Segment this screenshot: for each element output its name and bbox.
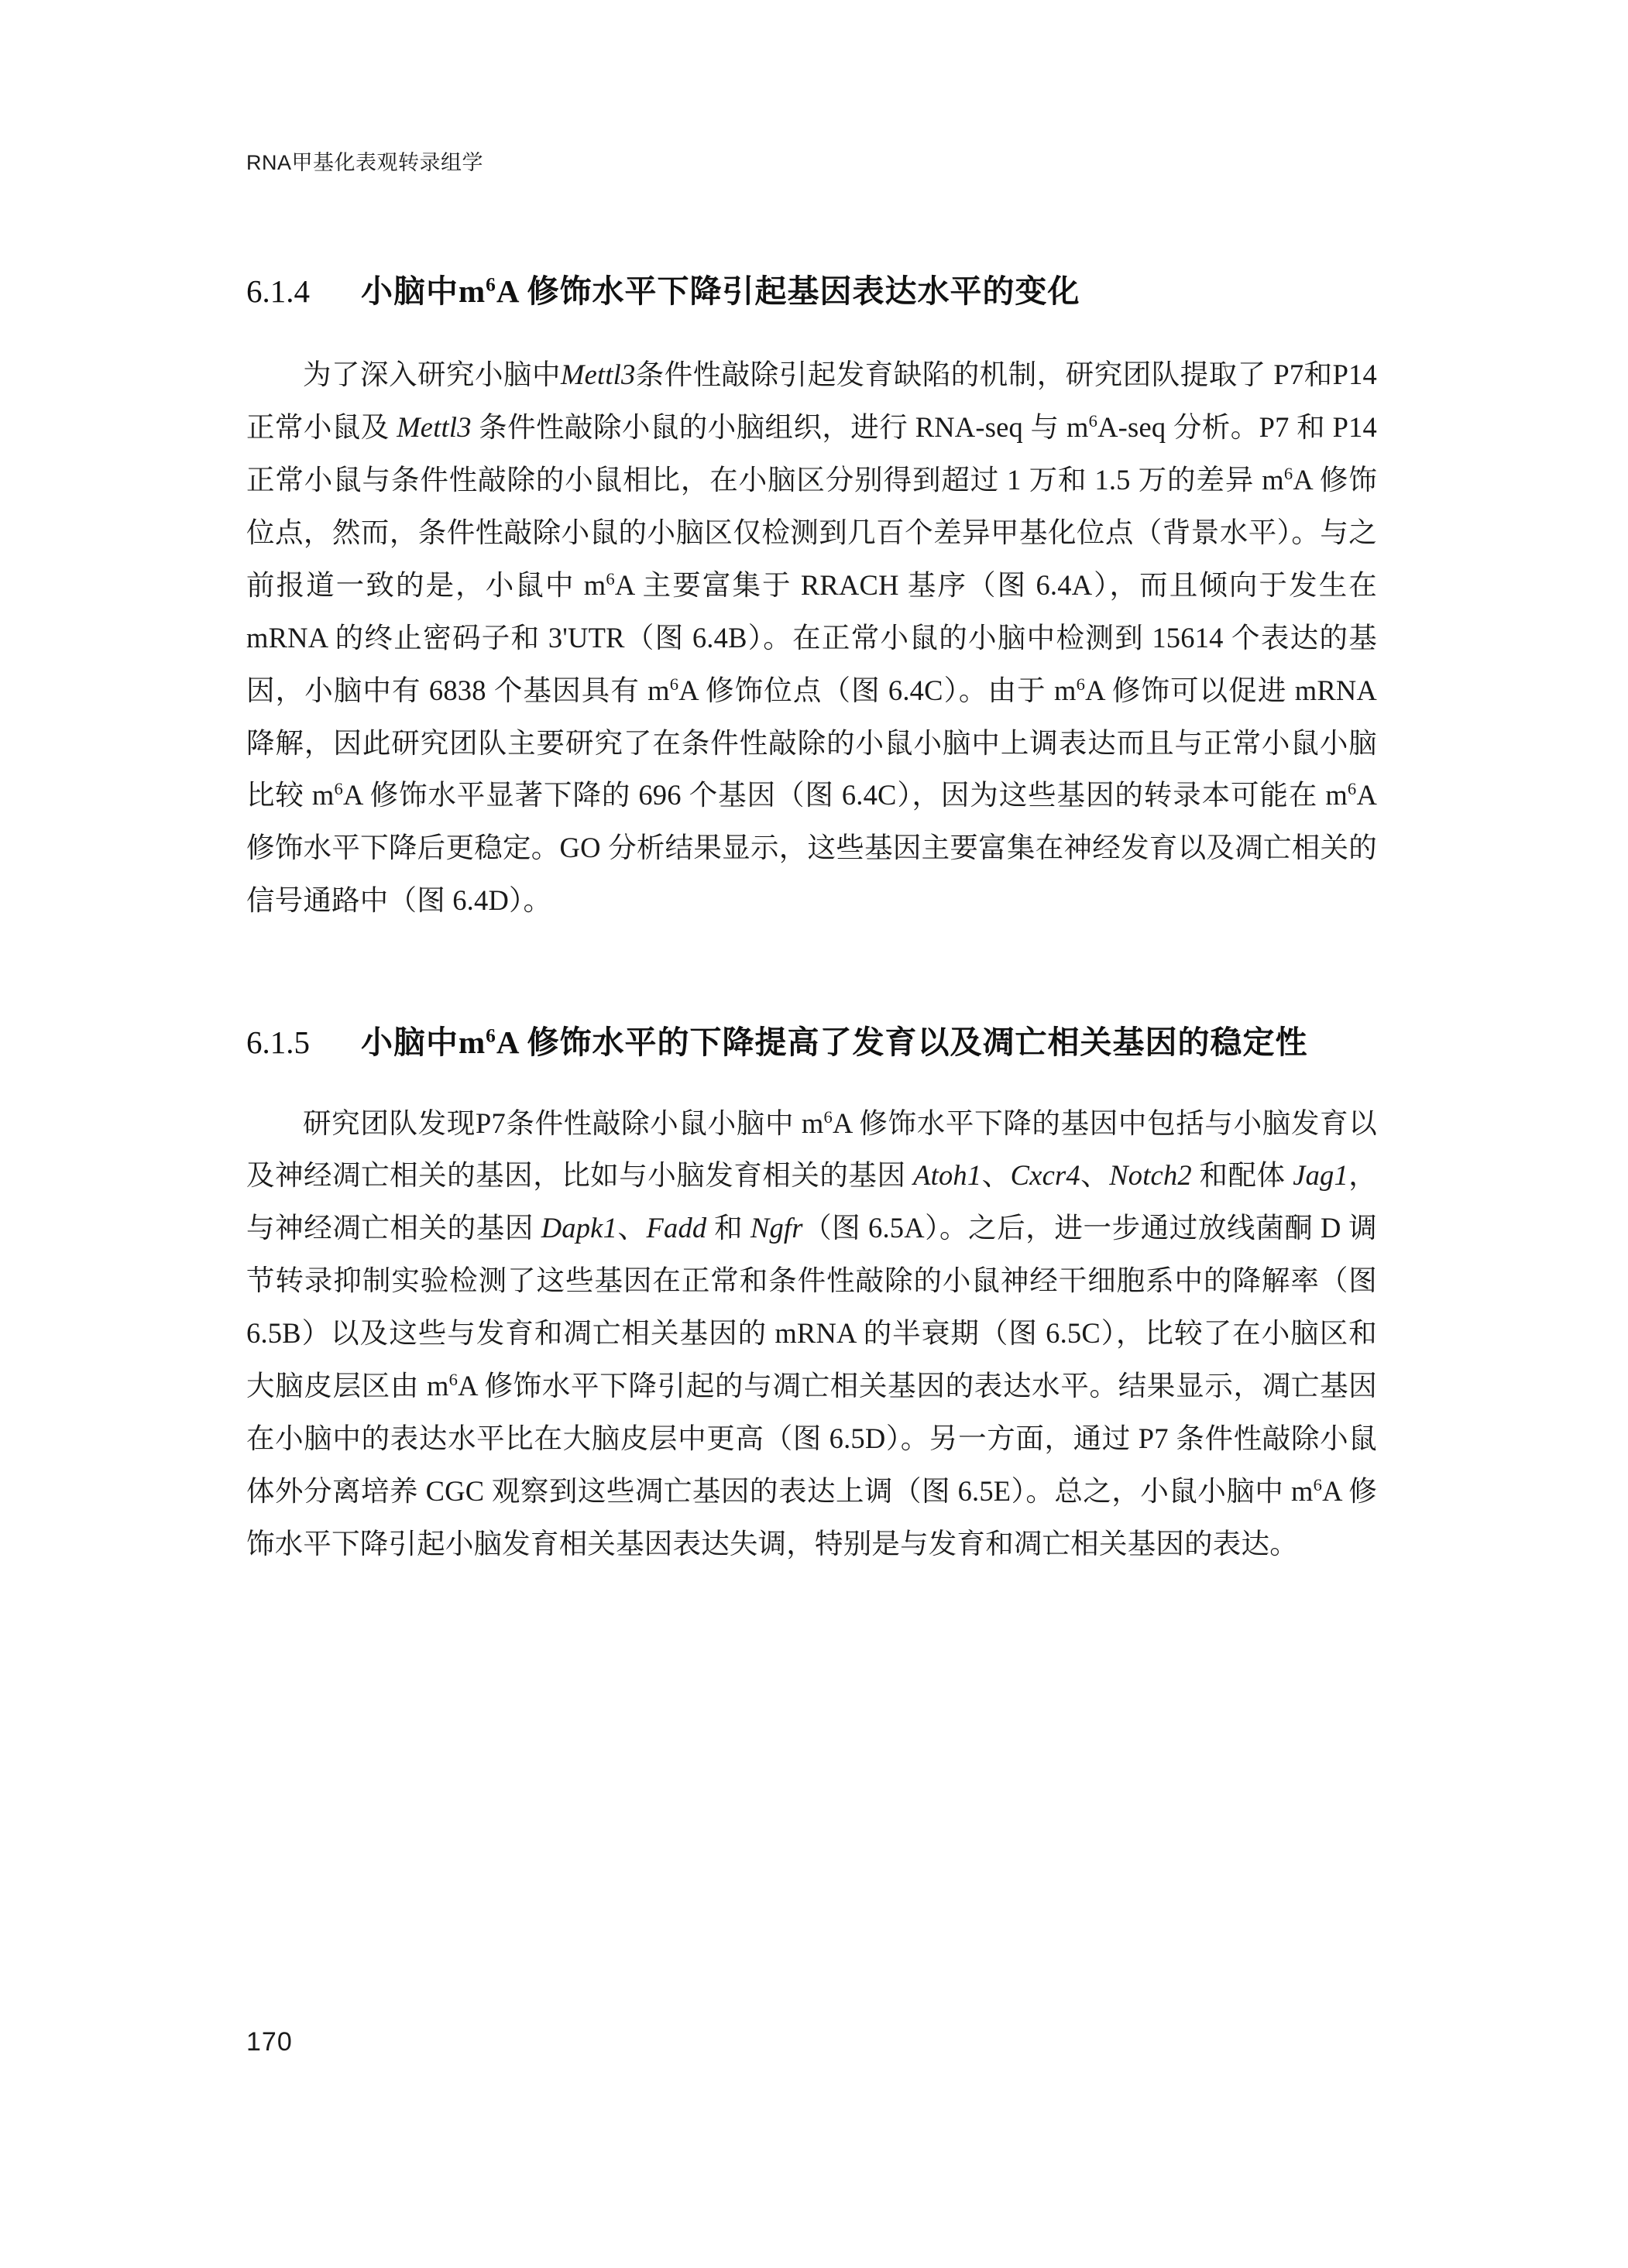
section-title: 小脑中$m^6A$ 修饰水平下降引起基因表达水平的变化 <box>361 273 1080 309</box>
section-title: 小脑中$m^6A$ 修饰水平的下降提高了发育以及凋亡相关基因的稳定性 <box>361 1024 1308 1061</box>
section-number: 6.1.5 <box>246 1024 310 1061</box>
section-6-1-4 <box>246 269 1377 927</box>
section-6-1-5 <box>246 1020 1377 1570</box>
paragraph-6-1-4-1: 为了深入研究小脑中Mettl3条件性敲除引起发育缺陷的机制，研究团队提取了 P7和P14正常小鼠及 Mettl3 条件性敲除小鼠的小脑组织，进行 RNA-seq 与 $m^6A$-seq 分析。P7 和 P14 正常小鼠与条件性敲除的小鼠相比，在小脑区分别得到超过 1 万和 1.5 万的差异 $m^6A$ 修饰位点，然而，条件性敲除小鼠的小脑区仅检测到几百个差异甲基化位点（背景水平）。与之前报道一致的是，小鼠中 $m^6A$ 主要富集于 RRACH 基序（图 6.4A），而且倾向于发生在 mRNA 的终止密码子和 3'UTR（图 6.4B）。在正常小鼠的小脑中检测到 15614 个表达的基因，小脑中有 6838 个基因具有 $m^6A$ 修饰位点（图 6.4C）。由于 $m^6A$ 修饰可以促进 mRNA 降解，因此研究团队主要研究了在条件性敲除的小鼠小脑中上调表达而且与正常小鼠小脑比较 $m^6A$ 修饰水平显著下降的 696 个基因（图 6.4C），因为这些基因的转录本可能在 $m^6A$ 修饰水平下降后更稳定。GO 分析结果显示，这些基因主要富集在神经发育以及凋亡相关的信号通路中（图 6.4D）。 <box>246 359 1378 917</box>
section-heading <box>246 1020 1377 1065</box>
paragraph-6-1-5-1: 研究团队发现P7条件性敲除小鼠小脑中 $m^6A$ 修饰水平下降的基因中包括与小脑发育以及神经凋亡相关的基因，比如与小脑发育相关的基因 Atoh1、Cxcr4、Notch2 和配体 Jag1，与神经凋亡相关的基因 Dapk1、Fadd 和 Ngfr（图 6.5A）。之后，进一步通过放线菌酮 D 调节转录抑制实验检测了这些基因在正常和条件性敲除的小鼠神经干细胞系中的降解率（图 6.5B）以及这些与发育和凋亡相关基因的 mRNA 的半衰期（图 6.5C），比较了在小脑区和大脑皮层区由 $m^6A$ 修饰水平下降引起的与凋亡相关基因的表达水平。结果显示，凋亡基因在小脑中的表达水平比在大脑皮层中更高（图 6.5D）。另一方面，通过 P7 条件性敲除小鼠体外分离培养 CGC 观察到这些凋亡基因的表达上调（图 6.5E）。总之，小鼠小脑中 $m^6A$ 修饰水平下降引起小脑发育相关基因表达失调，特别是与发育和凋亡相关基因的表达。 <box>246 1107 1377 1559</box>
running-head: RNA甲基化表观转录组学 <box>246 151 484 174</box>
page-content <box>246 146 1377 1598</box>
section-number: 6.1.4 <box>246 273 310 309</box>
section-heading <box>246 269 1377 314</box>
page-number: 170 <box>246 2027 293 2057</box>
